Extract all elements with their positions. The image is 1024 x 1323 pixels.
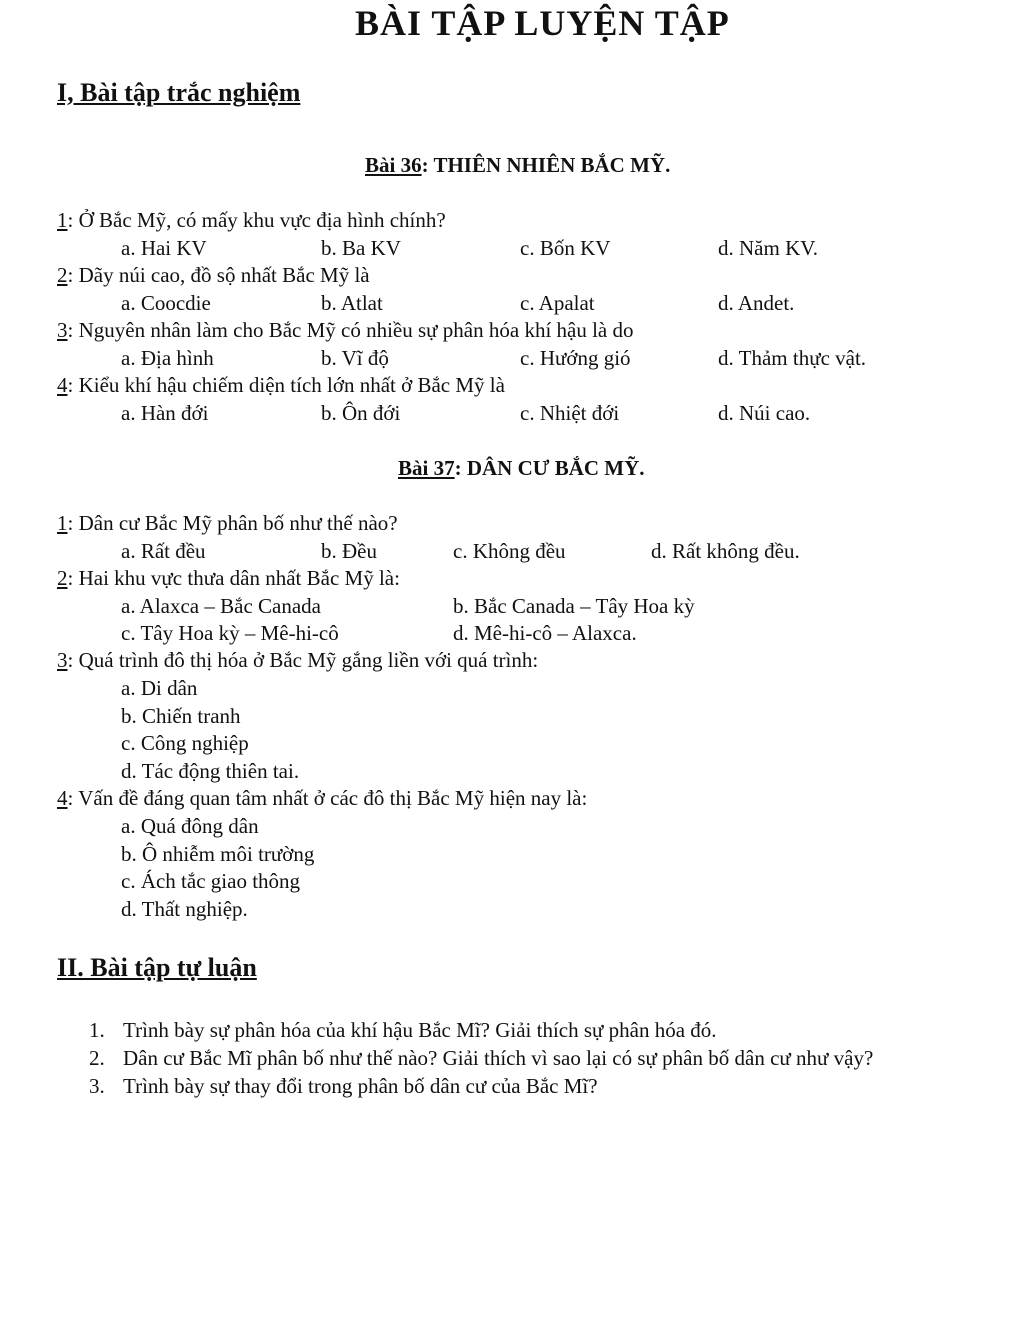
option-c: c. Ách tắc giao thông: [121, 869, 301, 893]
question-text: : Dãy núi cao, đồ sộ nhất Bắc Mỹ là: [67, 263, 370, 287]
option-b: b. Ôn đới: [321, 401, 401, 425]
lesson-number: Bài 37: [398, 456, 455, 480]
option-d: d. Thảm thực vật.: [718, 346, 867, 370]
question-36-1: [57, 208, 446, 233]
option-a: a. Coocdie: [121, 291, 211, 315]
section-heading-multiple-choice: I, Bài tập trắc nghiệm: [57, 78, 301, 107]
page-title: BÀI TẬP LUYỆN TẬP: [355, 3, 730, 43]
option-a: a. Alaxca – Bắc Canada: [121, 594, 321, 618]
option-c: c. Công nghiệp: [121, 731, 249, 755]
essay-question: Dân cư Bắc Mĩ phân bố như thế nào? Giải thích vì sao lại có sự phân bố dân cư như vậy?: [123, 1046, 874, 1070]
essay-question: Trình bày sự phân hóa của khí hậu Bắc Mĩ? Giải thích sự phân hóa đó.: [123, 1018, 717, 1042]
question-36-3: [57, 318, 634, 343]
question-number: 1: [57, 511, 68, 535]
option-b: b. Atlat: [321, 291, 383, 315]
question-number: 3: [57, 318, 68, 342]
question-text: : Vấn đề đáng quan tâm nhất ở các đô thị Bắc Mỹ hiện nay là:: [67, 786, 588, 810]
option-d: d. Năm KV.: [718, 236, 818, 260]
question-text: : Hai khu vực thưa dân nhất Bắc Mỹ là:: [67, 566, 400, 590]
question-37-2: [57, 566, 400, 591]
option-b: b. Đều: [321, 539, 377, 563]
section-heading-essay: II. Bài tập tự luận: [57, 953, 257, 982]
option-a: a. Rất đều: [121, 539, 206, 563]
option-c: c. Nhiệt đới: [520, 401, 620, 425]
option-a: a. Quá đông dân: [121, 814, 259, 838]
essay-number: 1.: [89, 1018, 105, 1042]
option-c: c. Tây Hoa kỳ – Mê-hi-cô: [121, 621, 339, 645]
question-number: 3: [57, 648, 68, 672]
option-b: b. Chiến tranh: [121, 704, 241, 728]
lesson-number: Bài 36: [365, 153, 422, 177]
option-d: d. Thất nghiệp.: [121, 897, 248, 921]
option-a: a. Hàn đới: [121, 401, 209, 425]
option-d: d. Tác động thiên tai.: [121, 759, 300, 783]
question-37-1: [57, 511, 398, 536]
option-b: b. Vĩ độ: [321, 346, 389, 370]
question-number: 2: [57, 566, 68, 590]
option-b: b. Ba KV: [321, 236, 401, 260]
lesson-title: : THIÊN NHIÊN BẮC MỸ.: [421, 153, 671, 177]
option-c: c. Không đều: [453, 539, 566, 563]
question-number: 4: [57, 373, 68, 397]
question-36-4: [57, 373, 505, 398]
option-c: c. Hướng gió: [520, 346, 631, 370]
question-37-4: [57, 786, 587, 811]
lesson-heading-37: [398, 456, 645, 481]
option-b: b. Ô nhiễm môi trường: [121, 842, 315, 866]
lesson-heading-36: [365, 153, 670, 178]
question-number: 4: [57, 786, 68, 810]
essay-number: 3.: [89, 1074, 105, 1098]
option-a: a. Địa hình: [121, 346, 214, 370]
question-36-2: [57, 263, 370, 288]
option-d: d. Rất không đều.: [651, 539, 800, 563]
question-text: : Dân cư Bắc Mỹ phân bố như thế nào?: [67, 511, 398, 535]
question-text: : Quá trình đô thị hóa ở Bắc Mỹ gắng liền với quá trình:: [67, 648, 539, 672]
lesson-title: : DÂN CƯ BẮC MỸ.: [454, 456, 645, 480]
option-c: c. Apalat: [520, 291, 595, 315]
option-a: a. Hai KV: [121, 236, 207, 260]
question-number: 1: [57, 208, 68, 232]
question-text: : Nguyên nhân làm cho Bắc Mỹ có nhiều sự phân hóa khí hậu là do: [67, 318, 634, 342]
option-a: a. Di dân: [121, 676, 198, 700]
question-text: : Kiểu khí hậu chiếm diện tích lớn nhất ở Bắc Mỹ là: [67, 373, 505, 397]
option-c: c. Bốn KV: [520, 236, 611, 260]
option-b: b. Bắc Canada – Tây Hoa kỳ: [453, 594, 695, 618]
question-37-3: [57, 648, 538, 673]
option-d: d. Mê-hi-cô – Alaxca.: [453, 621, 637, 645]
question-text: : Ở Bắc Mỹ, có mấy khu vực địa hình chính?: [67, 208, 446, 232]
essay-question: Trình bày sự thay đổi trong phân bố dân cư của Bắc Mĩ?: [123, 1074, 598, 1098]
option-d: d. Núi cao.: [718, 401, 811, 425]
option-d: d. Andet.: [718, 291, 795, 315]
essay-number: 2.: [89, 1046, 105, 1070]
question-number: 2: [57, 263, 68, 287]
